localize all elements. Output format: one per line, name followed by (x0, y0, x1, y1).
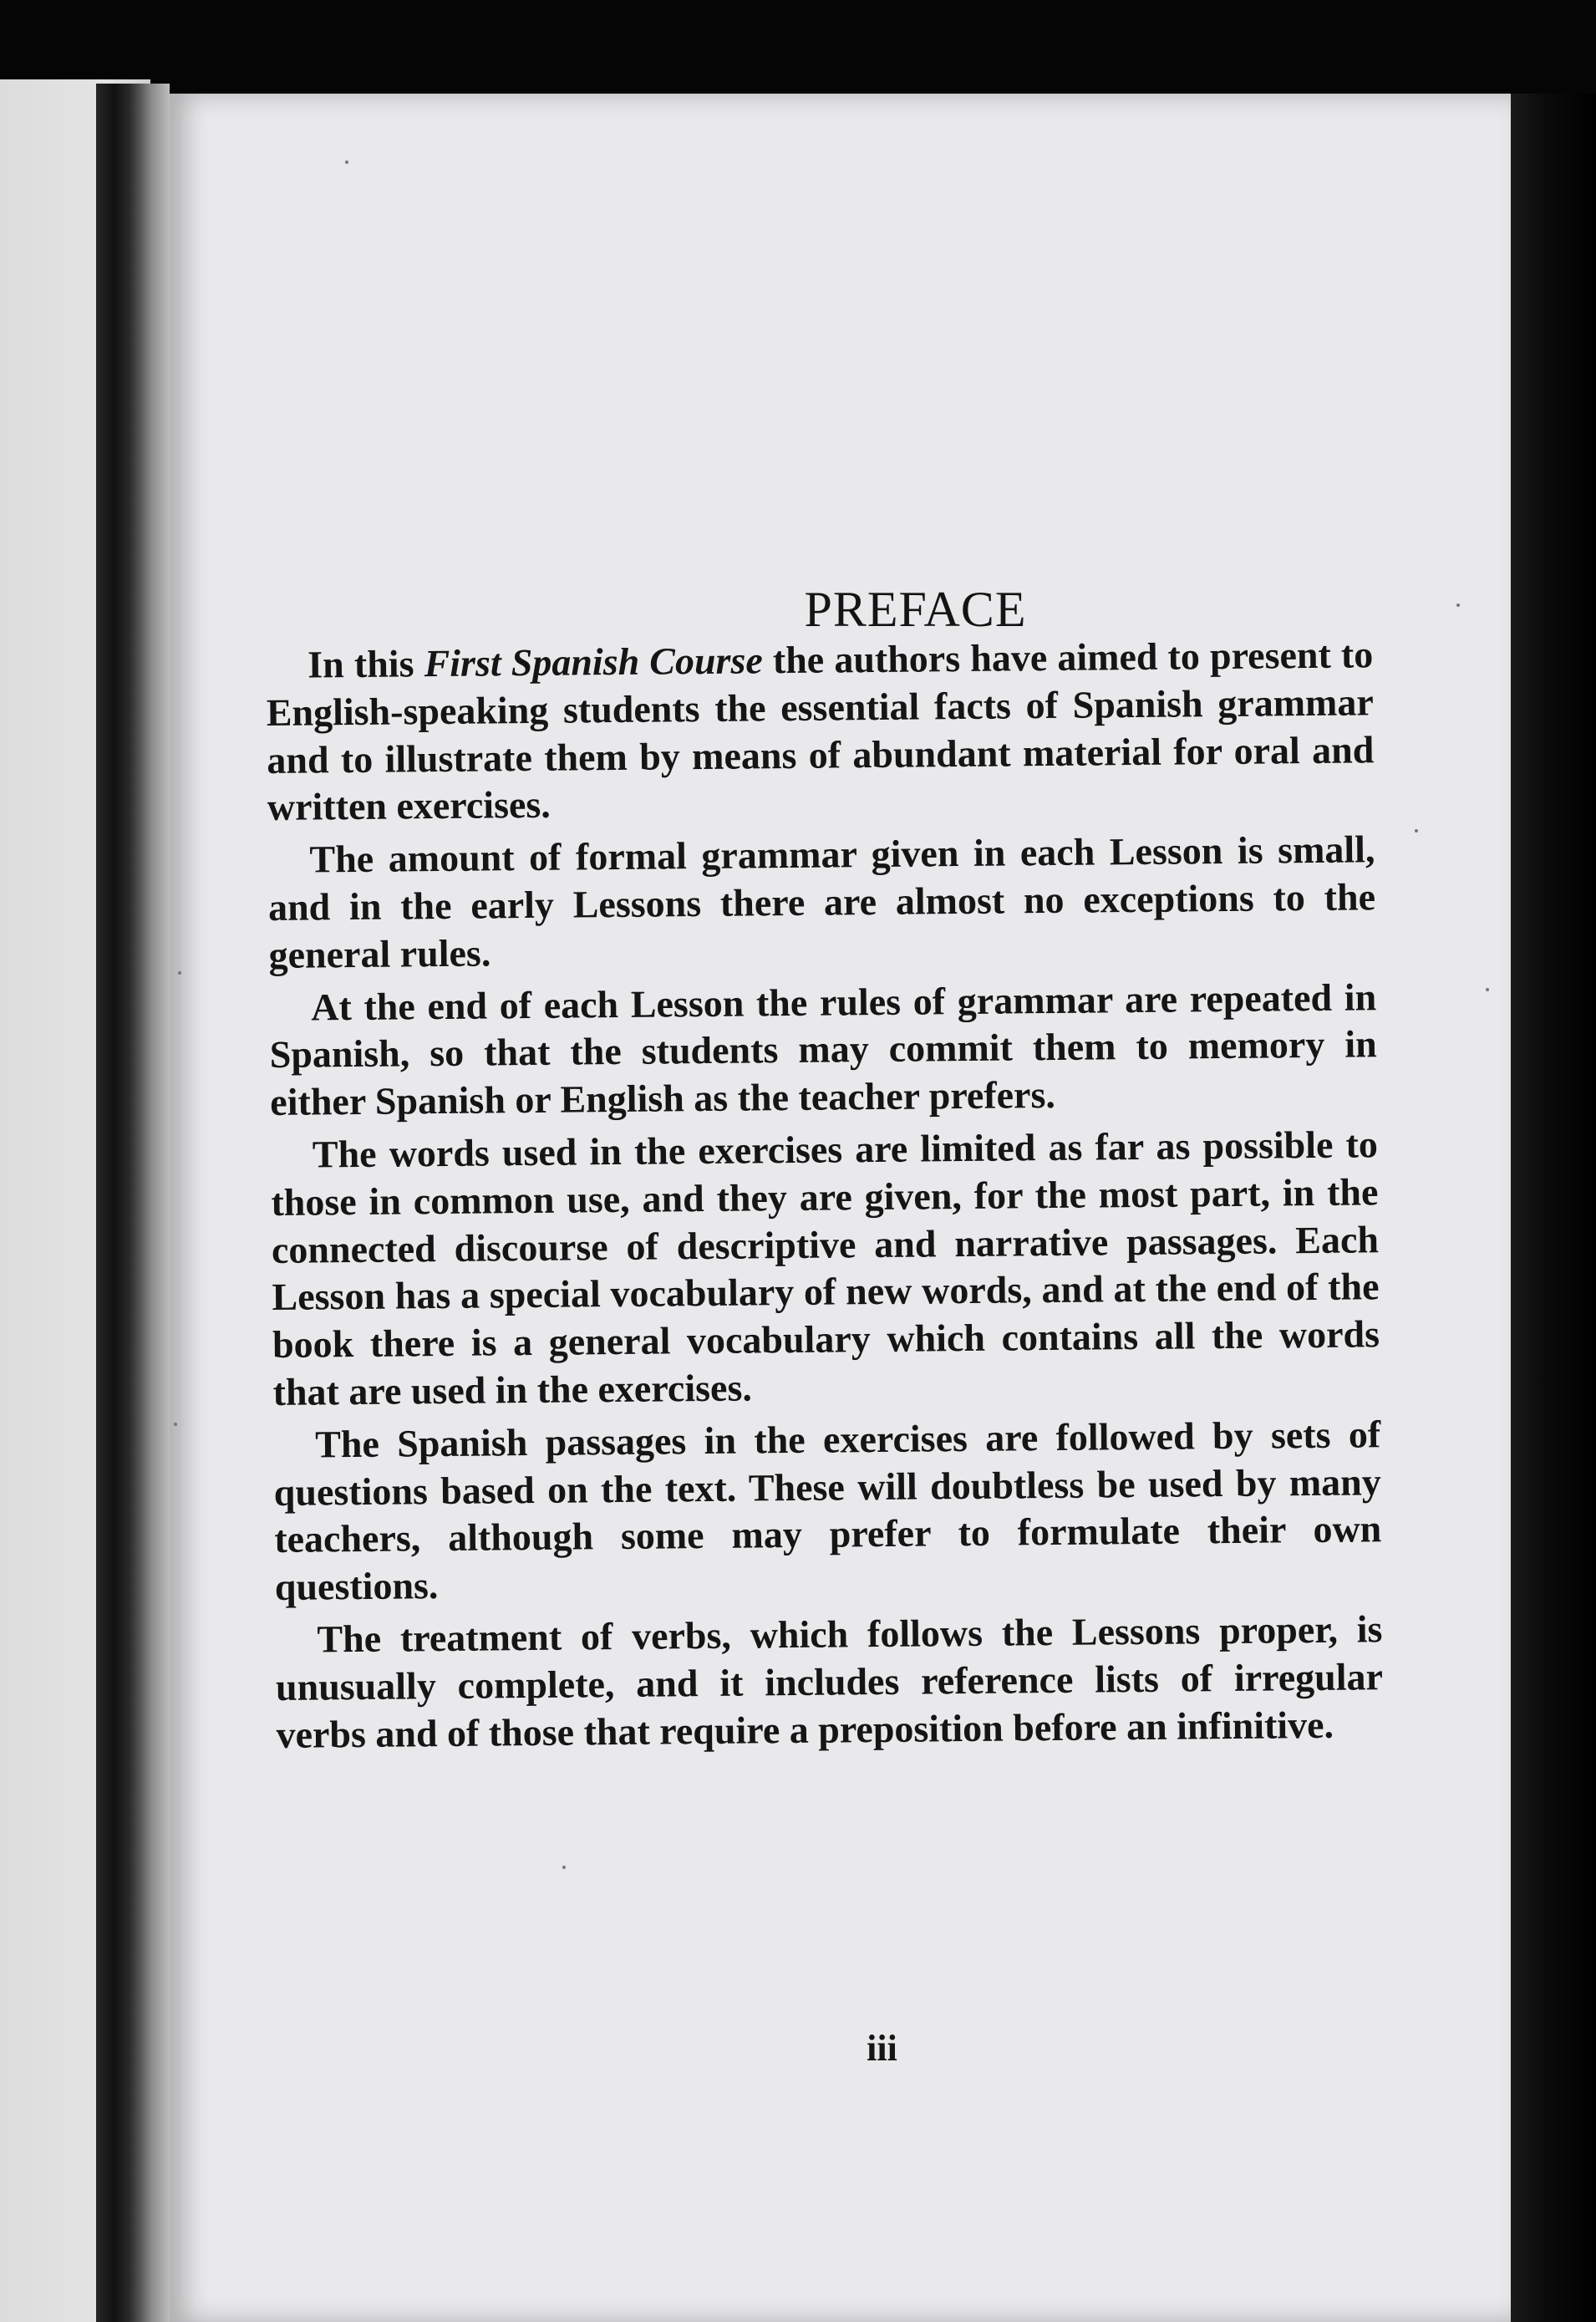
scan-background-right (1511, 94, 1596, 2322)
dust-speck (562, 1866, 566, 1869)
paragraph: The amount of formal grammar given in each Lesson is small, and in the early Lessons there are almost no exceptions to the general rules. (267, 827, 1376, 976)
paragraph (266, 631, 1375, 832)
paragraph: The treatment of verbs, which follows the Lessons proper, is unusually complete, and it includes reference lists of irregular verbs and of those that require a preposition before an infinitive. (275, 1607, 1384, 1756)
page-title: PREFACE (804, 582, 1027, 638)
book-gutter-shadow (96, 84, 170, 2322)
dust-speck (174, 1423, 177, 1426)
dust-speck (1415, 829, 1418, 833)
scan-background-top (0, 0, 1596, 94)
paragraph: The words used in the exercises are limited as far as possible to those in common use, and they are given, for the most part, in the connected discourse of descriptive and narrative passages. Each Lesson has a special vocabulary of new words, and at the end of the book there is a general vocabulary which contains all the words that are used in the exercises. (271, 1123, 1380, 1413)
page-number: iii (867, 2028, 897, 2069)
book-title-italic: First Spanish Course (424, 639, 763, 685)
paragraph-text-start: In this (308, 642, 424, 686)
paragraph: At the end of each Lesson the rules of grammar are repeated in Spanish, so that the students may commit them to memory in either Spanish or English as the teacher prefers. (269, 975, 1377, 1124)
dust-speck (1486, 988, 1489, 991)
dust-speck (178, 971, 181, 975)
preface-body (266, 631, 1384, 1764)
dust-speck (345, 160, 348, 164)
paragraph: The Spanish passages in the exercises are followed by sets of questions based on the text. These will doubtless be used by many teachers, although some may prefer to formulate their own questions. (273, 1412, 1382, 1609)
paragraph-text-end: the authors have aimed to present to English-speaking students the essential facts of Spanish grammar and to illustrate them by means of abundant material for oral and written exercises. (266, 633, 1375, 829)
